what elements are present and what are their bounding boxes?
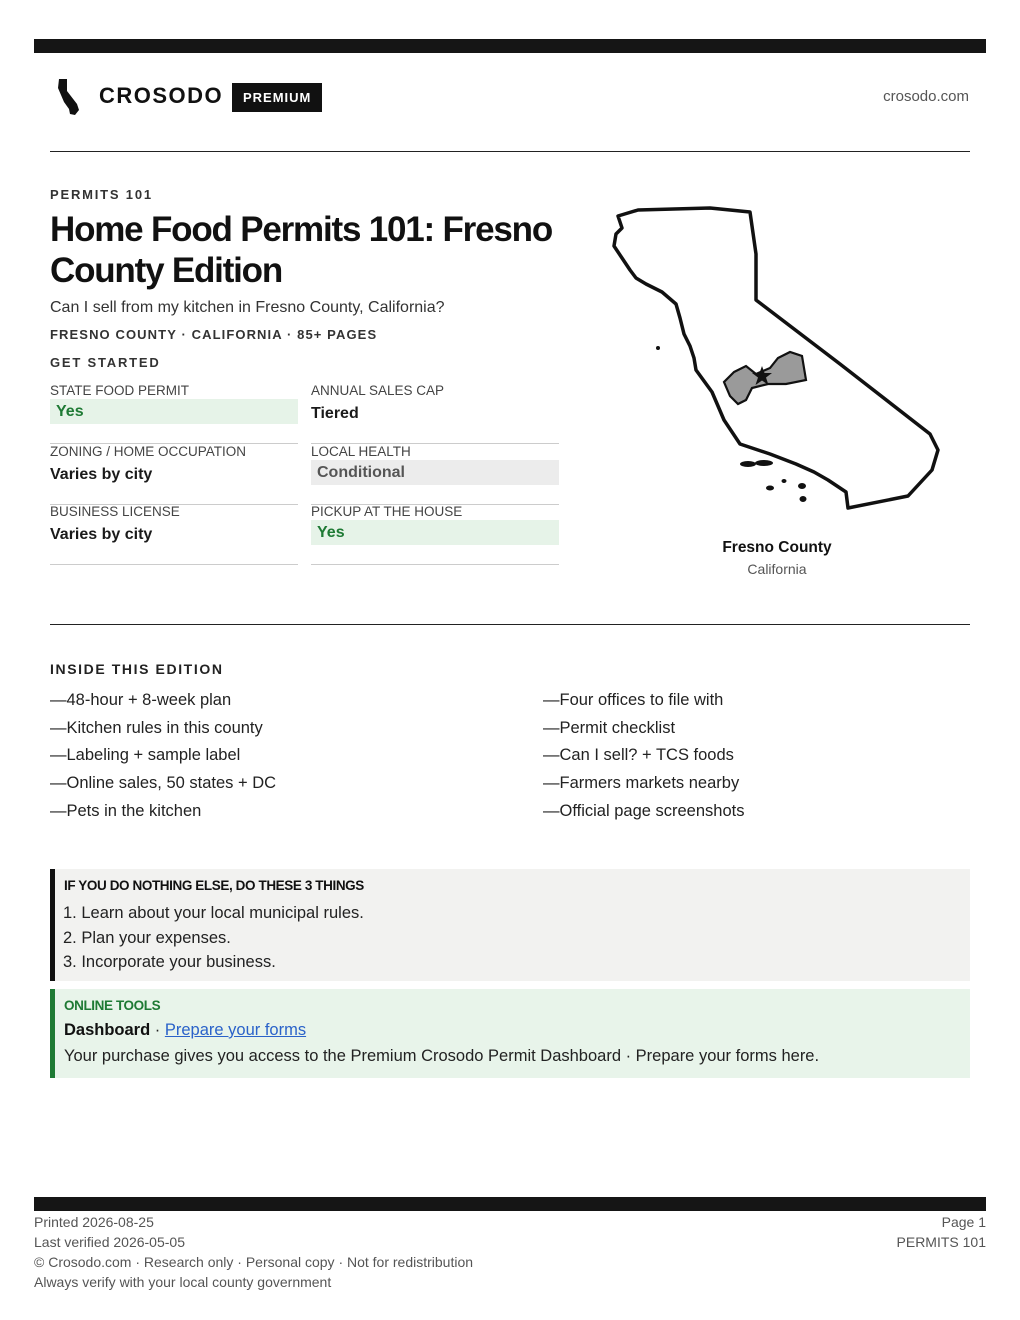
page-title: Home Food Permits 101: Fresno County Edition [50, 210, 552, 290]
footer-left [34, 1212, 473, 1292]
channel-island [798, 483, 806, 489]
printed-date: Printed 2026-08-25 [34, 1214, 154, 1230]
verified-date: Last verified 2026-05-05 [34, 1234, 185, 1250]
field-label: BUSINESS LICENSE [50, 504, 180, 519]
channel-island [782, 479, 787, 483]
callout-step: 1. Learn about your local municipal rules. [63, 904, 364, 922]
callout-title: IF YOU DO NOTHING ELSE, DO THESE 3 THINGS [64, 878, 364, 893]
tools-title: ONLINE TOOLS [64, 998, 161, 1013]
header [50, 72, 970, 122]
tools-separator: · [150, 1021, 165, 1039]
field-value: Yes [50, 399, 298, 424]
field-value: Tiered [311, 405, 359, 422]
california-logo-icon [56, 78, 82, 116]
toc-item: —Pets in the kitchen [50, 801, 202, 820]
toc-item: —Farmers markets nearby [543, 774, 740, 793]
field-state-food-permit [50, 383, 298, 444]
channel-island [755, 460, 773, 466]
map-county-name: Fresno County [722, 539, 832, 556]
toc-item: —Can I sell? + TCS foods [543, 746, 734, 765]
field-label: ANNUAL SALES CAP [311, 383, 445, 398]
toc-item: —Kitchen rules in this county [50, 718, 263, 737]
copyright-notice: © Crosodo.com · Research only · Personal copy · Not for redistribution [34, 1254, 474, 1270]
toc-item: —Online sales, 50 states + DC [50, 774, 277, 793]
field-value: Varies by city [50, 466, 153, 483]
section-divider [50, 624, 970, 625]
california-outline [614, 208, 938, 508]
county-map [600, 196, 960, 526]
callout-steps [63, 901, 364, 975]
prepare-forms-link[interactable]: Prepare your forms [164, 1021, 307, 1039]
field-value: Yes [311, 520, 559, 545]
field-value: Conditional [311, 460, 559, 485]
header-divider [50, 151, 970, 152]
field-label: PICKUP AT THE HOUSE [311, 504, 463, 519]
callout-step: 3. Incorporate your business. [63, 953, 276, 971]
island-dot [656, 346, 660, 350]
field-local-health [311, 444, 559, 505]
field-zoning [50, 444, 298, 505]
online-tools-callout [50, 989, 970, 1078]
field-value: Varies by city [50, 526, 153, 543]
map-caption [657, 539, 897, 577]
dashboard-label: Dashboard [64, 1021, 151, 1039]
premium-badge: PREMIUM [232, 83, 322, 112]
tools-description: Your purchase gives you access to the Premium Crosodo Permit Dashboard · Prepare your forms here. [64, 1047, 820, 1065]
toc-item: —48-hour + 8-week plan [50, 691, 232, 709]
tools-line [64, 1021, 306, 1040]
get-started-heading: GET STARTED [50, 355, 161, 370]
callout-step: 2. Plan your expenses. [63, 928, 231, 947]
edition-meta: FRESNO COUNTY · CALIFORNIA · 85+ PAGES [50, 327, 378, 342]
channel-island [766, 486, 774, 491]
field-label: LOCAL HEALTH [311, 444, 411, 459]
section-eyebrow: PERMITS 101 [50, 187, 153, 202]
page-subtitle: Can I sell from my kitchen in Fresno County, California? [50, 299, 445, 316]
toc-item: —Four offices to file with [543, 691, 724, 709]
toc-item: —Permit checklist [543, 718, 676, 737]
field-label: STATE FOOD PERMIT [50, 383, 190, 398]
brand-name[interactable]: CROSODO [99, 83, 224, 108]
map-state-name: California [747, 561, 807, 577]
field-business-license [50, 504, 298, 565]
toc-right [543, 687, 744, 826]
site-url[interactable]: crosodo.com [883, 88, 969, 105]
toc-item: —Labeling + sample label [50, 746, 241, 765]
channel-island [740, 461, 756, 467]
page-number: Page 1 [941, 1214, 986, 1230]
field-pickup [311, 504, 559, 565]
field-annual-sales-cap [311, 383, 559, 444]
toc-left [50, 687, 276, 826]
footer-section: PERMITS 101 [896, 1234, 986, 1250]
footer-right [897, 1212, 986, 1252]
verify-disclaimer: Always verify with your local county government [34, 1274, 332, 1290]
top-bar [34, 39, 986, 53]
inside-edition-heading: INSIDE THIS EDITION [50, 661, 224, 677]
channel-island [800, 496, 807, 502]
toc-item: —Official page screenshots [543, 801, 745, 820]
three-things-callout [50, 869, 970, 981]
field-label: ZONING / HOME OCCUPATION [50, 444, 247, 459]
bottom-bar [34, 1197, 986, 1211]
